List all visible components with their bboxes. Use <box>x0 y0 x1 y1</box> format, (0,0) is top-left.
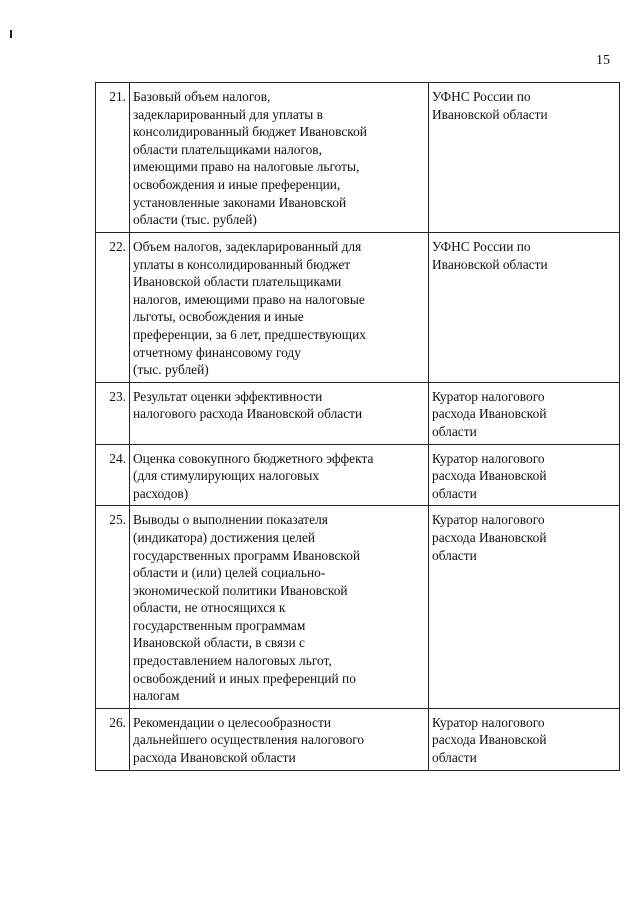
row-description: Выводы о выполнении показателя (индикатора) достижения целей государственных программ Ивановской области и (или) целей социально- экономической политики Ивановской области, не относящихся к государственным программам Ивановской области, в связи с предоставлением налоговых льгот, освобождений и иных преференций по налогам <box>130 506 429 709</box>
row-responsible: Куратор налогового расхода Ивановской области <box>429 506 620 709</box>
row-number: 25. <box>96 506 130 709</box>
row-number: 24. <box>96 444 130 506</box>
row-description: Базовый объем налогов, задекларированный для уплаты в консолидированный бюджет Ивановской области плательщиками налогов, имеющими право на налоговые льготы, освобождения и иные преференции, установленные законами Ивановской области (тыс. рублей) <box>130 83 429 233</box>
row-responsible: УФНС России по Ивановской области <box>429 83 620 233</box>
indicators-table <box>95 82 620 771</box>
row-description: Оценка совокупного бюджетного эффекта (для стимулирующих налоговых расходов) <box>130 444 429 506</box>
table-row <box>96 233 620 383</box>
table-row <box>96 382 620 444</box>
row-description: Рекомендации о целесообразности дальнейшего осуществления налогового расхода Ивановской области <box>130 708 429 770</box>
table-row <box>96 708 620 770</box>
table-row <box>96 83 620 233</box>
row-responsible: Куратор налогового расхода Ивановской области <box>429 708 620 770</box>
page-number: 15 <box>596 53 610 68</box>
row-number: 21. <box>96 83 130 233</box>
row-number: 22. <box>96 233 130 383</box>
row-description: Объем налогов, задекларированный для уплаты в консолидированный бюджет Ивановской области плательщиками налогов, имеющими право на налоговые льготы, освобождения и иные преференции, за 6 лет, предшествующих отчетному финансовому году (тыс. рублей) <box>130 233 429 383</box>
table-row <box>96 506 620 709</box>
row-responsible: Куратор налогового расхода Ивановской области <box>429 444 620 506</box>
row-number: 26. <box>96 708 130 770</box>
row-responsible: Куратор налогового расхода Ивановской области <box>429 382 620 444</box>
row-number: 23. <box>96 382 130 444</box>
scan-artifact-mark <box>10 30 12 38</box>
table-row <box>96 444 620 506</box>
row-description: Результат оценки эффективности налогового расхода Ивановской области <box>130 382 429 444</box>
row-responsible: УФНС России по Ивановской области <box>429 233 620 383</box>
